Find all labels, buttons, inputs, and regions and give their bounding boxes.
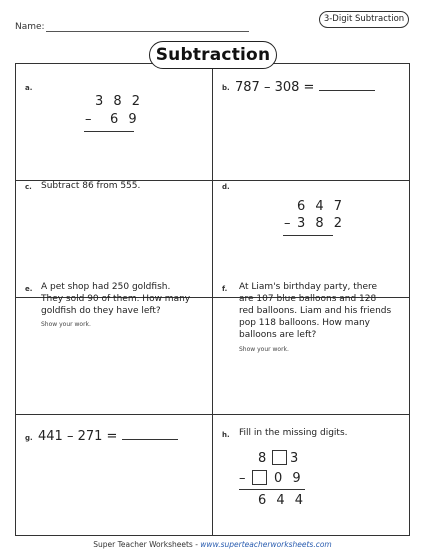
answer-rule xyxy=(283,235,333,236)
problem-line: They sold 90 of them. How many xyxy=(41,294,191,304)
problem-line: pop 118 balloons. How many xyxy=(239,318,370,328)
problem-letter: f. xyxy=(222,285,228,293)
footer-brand: Super Teacher Worksheets xyxy=(93,540,193,549)
problem-letter: g. xyxy=(25,434,33,442)
minus-sign: – xyxy=(85,112,95,127)
equation xyxy=(38,428,178,444)
problem-text: Subtract 86 from 555. xyxy=(41,181,141,191)
answer-rule xyxy=(84,131,134,132)
footer-separator: - xyxy=(192,540,201,549)
equation xyxy=(235,79,375,95)
bottom-digits: 0 9 xyxy=(274,471,304,486)
problem-letter: c. xyxy=(25,183,32,191)
grid-divider-row-3 xyxy=(15,414,410,415)
show-work-note: Show your work. xyxy=(41,321,91,328)
problem-letter: h. xyxy=(222,431,230,439)
equation-text: 787 – 308 = xyxy=(235,80,315,95)
problem-letter: d. xyxy=(222,183,230,191)
problem-text: Fill in the missing digits. xyxy=(239,428,348,438)
footer xyxy=(0,540,425,549)
minuend: 3 8 2 xyxy=(95,94,144,109)
top-digit-hundreds: 8 xyxy=(258,451,270,466)
minus-sign: – xyxy=(284,216,294,231)
topic-badge: 3-Digit Subtraction xyxy=(319,11,409,28)
footer-url[interactable]: www.superteacherworksheets.com xyxy=(200,540,332,549)
minus-sign: – xyxy=(239,471,249,486)
grid-divider-vertical xyxy=(212,63,213,536)
answer-blank[interactable] xyxy=(122,428,178,440)
page-title: Subtraction xyxy=(149,41,277,69)
answer-blank[interactable] xyxy=(319,79,375,91)
difference: 6 4 4 xyxy=(258,493,307,508)
problem-letter: a. xyxy=(25,84,33,92)
missing-digit-box[interactable] xyxy=(272,450,287,465)
problem-letter: b. xyxy=(222,84,230,92)
problem-line: A pet shop had 250 goldfish. xyxy=(41,282,171,292)
top-digit-ones: 3 xyxy=(290,451,302,466)
subtrahend: 6 9 xyxy=(110,112,140,127)
problem-line: balloons are left? xyxy=(239,330,317,340)
problem-line: At Liam's birthday party, there xyxy=(239,282,378,292)
problem-letter: e. xyxy=(25,285,33,293)
minuend: 6 4 7 xyxy=(297,199,346,214)
problem-line: are 107 blue balloons and 128 xyxy=(239,294,377,304)
answer-rule xyxy=(239,489,305,490)
problem-line: red balloons. Liam and his friends xyxy=(239,306,392,316)
problem-line: goldfish do they have left? xyxy=(41,306,161,316)
show-work-note: Show your work. xyxy=(239,346,289,353)
missing-digit-box[interactable] xyxy=(252,470,267,485)
subtrahend: 3 8 2 xyxy=(297,216,346,231)
name-line xyxy=(46,31,249,32)
name-label: Name: xyxy=(15,22,45,32)
equation-text: 441 – 271 = xyxy=(38,429,118,444)
